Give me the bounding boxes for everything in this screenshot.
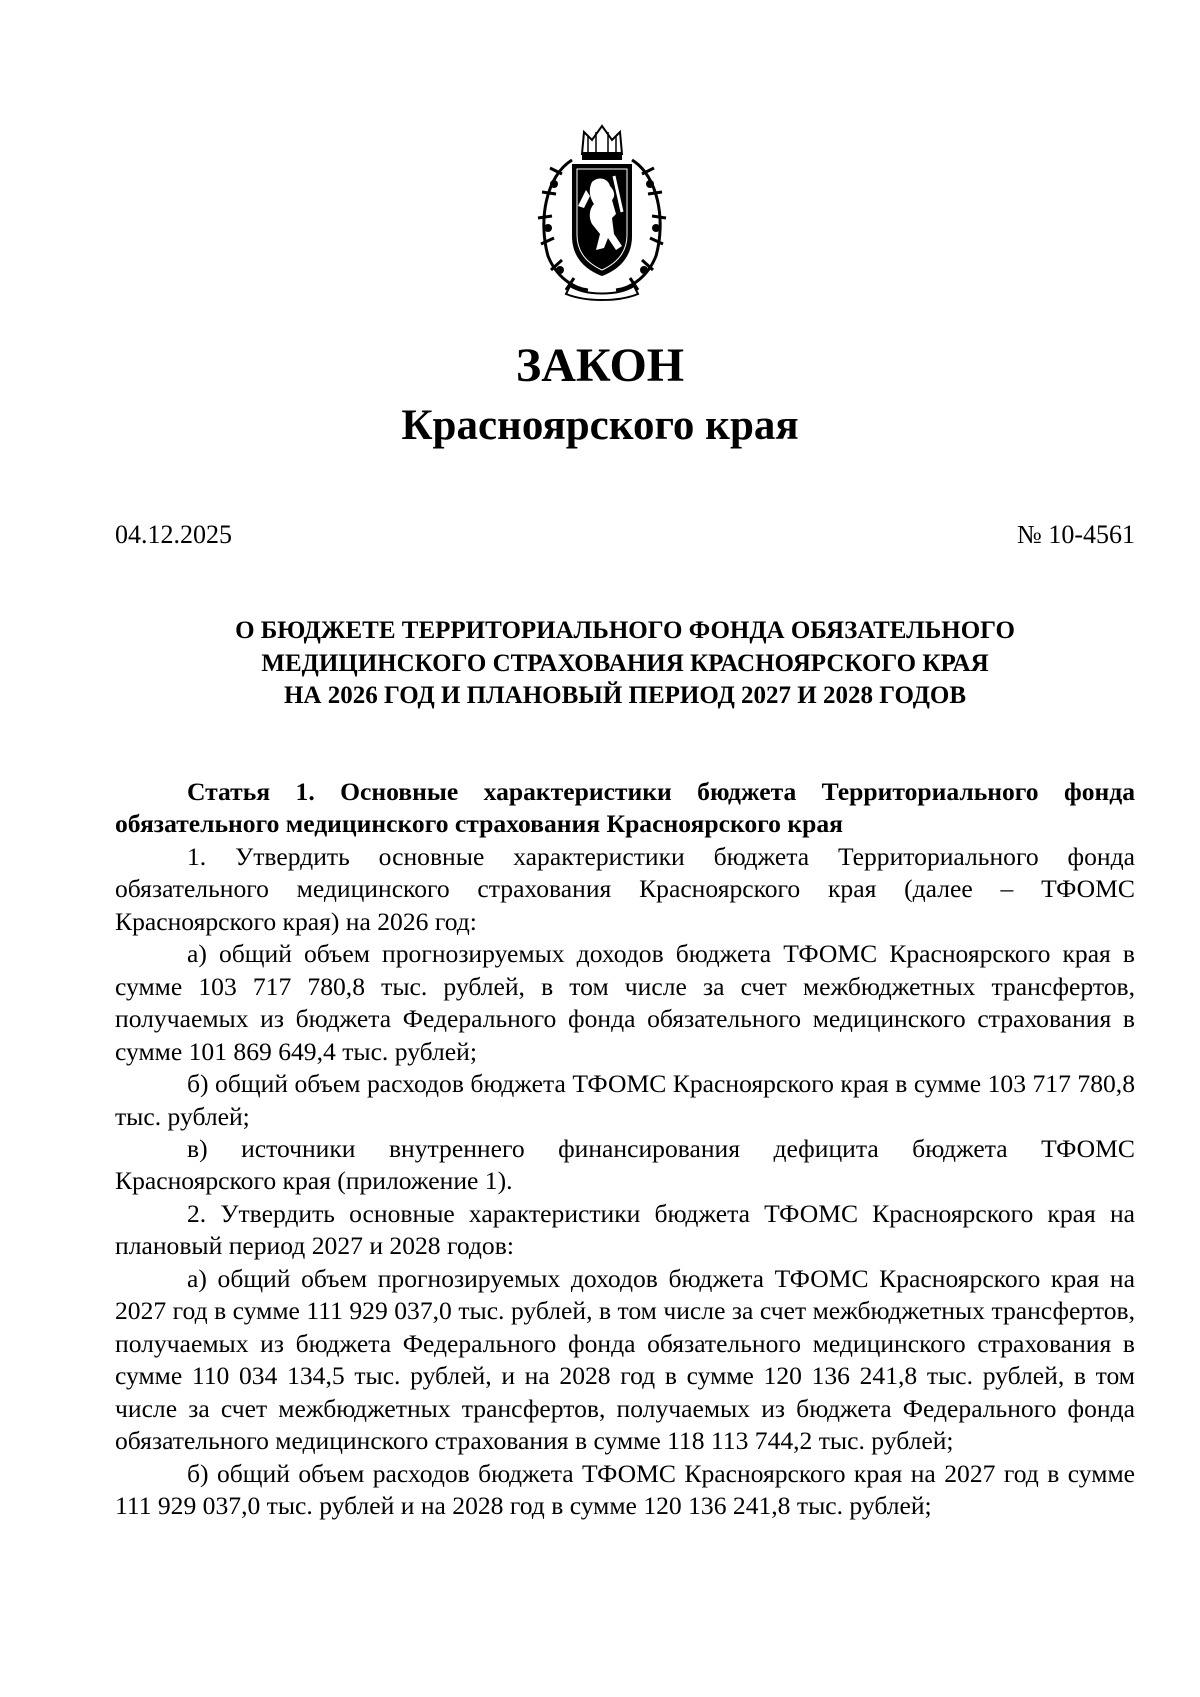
- law-heading-line: МЕДИЦИНСКОГО СТРАХОВАНИЯ КРАСНОЯРСКОГО КРАЯ: [261, 649, 989, 677]
- law-heading-line: НА 2026 ГОД И ПЛАНОВЫЙ ПЕРИОД 2027 И 2028 ГОДОВ: [283, 682, 967, 709]
- paragraph: 1. Утвердить основные характеристики бюджета Территориального фонда обязательного медицинского страхования Красноярского края (далее – ТФОМС Красноярского края) на 2026 год:: [115, 841, 1135, 936]
- paragraph: а) общий объем прогнозируемых доходов бюджета ТФОМС Красноярского края в сумме 103 717 780,8 тыс. рублей, в том числе за счет межбюджетных трансфертов, получаемых из бюджета Федерального фонда обязательного медицинского страхования в сумме 101 869 649,4 тыс. рублей;: [115, 939, 1135, 1066]
- paragraph: б) общий объем расходов бюджета ТФОМС Красноярского края на 2027 год в сумме 111 929 037,0 тыс. рублей и на 2028 год в сумме 120 136 241,8 тыс. рублей;: [115, 1458, 1135, 1520]
- paragraph: 2. Утвердить основные характеристики бюджета ТФОМС Красноярского края на плановый период 2027 и 2028 годов:: [115, 1198, 1135, 1261]
- article-title: Статья 1. Основные характеристики бюджета Территориального фонда обязательного медицинского страхования Красноярского края: [115, 777, 1135, 839]
- paragraph: в) источники внутреннего финансирования дефицита бюджета ТФОМС Красноярского края (приложение 1).: [115, 1133, 1135, 1196]
- coat-of-arms-icon: [532, 124, 672, 302]
- document-date: 04.12.2025: [115, 520, 232, 549]
- law-heading: [115, 615, 1135, 713]
- document-body: [115, 776, 1135, 1522]
- paragraph: б) общий объем расходов бюджета ТФОМС Красноярского края в сумме 103 717 780,8 тыс. рублей;: [115, 1069, 1135, 1131]
- paragraph: а) общий объем прогнозируемых доходов бюджета ТФОМС Красноярского края на 2027 год в сумме 111 929 037,0 тыс. рублей, в том числе за счет межбюджетных трансфертов, получаемых из бюджета Федерального фонда обязательного медицинского страхования в сумме 110 034 134,5 тыс. рублей, и на 2028 год в сумме 120 136 241,8 тыс. рублей, в том числе за счет межбюджетных трансфертов, получаемых из бюджета Федерального фонда обязательного медицинского страхования в сумме 118 113 744,2 тыс. рублей;: [115, 1263, 1135, 1456]
- document-subtitle: Красноярского края: [401, 402, 799, 449]
- document-number: № 10-4561: [1017, 520, 1135, 549]
- law-heading-line: О БЮДЖЕТЕ ТЕРРИТОРИАЛЬНОГО ФОНДА ОБЯЗАТЕЛЬНОГО: [235, 617, 1015, 644]
- document-title: ЗАКОН: [515, 339, 685, 392]
